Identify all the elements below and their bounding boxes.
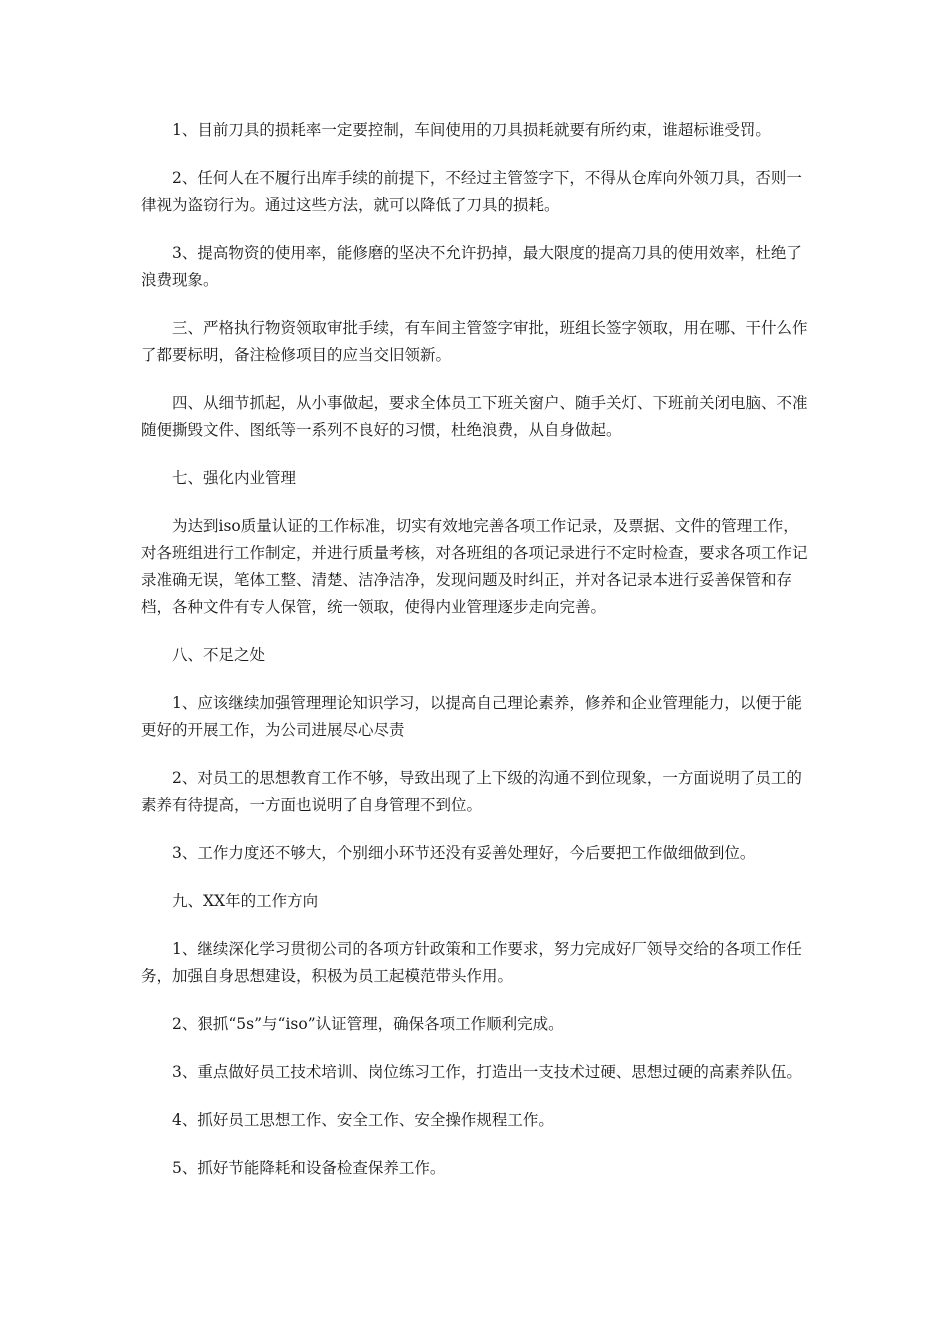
section-heading-shortcomings: 八、不足之处 <box>172 646 266 664</box>
document-body <box>141 117 813 1203</box>
paragraph-direction-2: 2、狠抓“5s”与“iso”认证管理，确保各项工作顺利完成。 <box>172 1015 564 1033</box>
section-heading-work-direction: 九、XX年的工作方向 <box>172 892 319 910</box>
paragraph-approval-procedure: 三、严格执行物资领取审批手续，有车间主管签字审批，班组长签字领取，用在哪、干什么作了都要标明，备注检修项目的应当交旧领新。 <box>141 319 808 364</box>
paragraph-direction-3: 3、重点做好员工技术培训、岗位练习工作，打造出一支技术过硬、思想过硬的高素养队伍。 <box>172 1063 802 1081</box>
paragraph-direction-1: 1、继续深化学习贯彻公司的各项方针政策和工作要求，努力完成好厂领导交给的各项工作任务，加强自身思想建设，积极为员工起模范带头作用。 <box>141 940 802 985</box>
paragraph-iso-records: 为达到iso质量认证的工作标准，切实有效地完善各项工作记录，及票据、文件的管理工作，对各班组进行工作制定，并进行质量考核，对各班组的各项记录进行不定时检查，要求各项工作记录准确无误，笔体工整、清楚、洁净洁净，发现问题及时纠正，并对各记录本进行妥善保管和存档，各种文件有专人保管，统一领取，使得内业管理逐步走向完善。 <box>141 517 808 616</box>
paragraph-shortcoming-3: 3、工作力度还不够大，个别细小环节还没有妥善处理好，今后要把工作做细做到位。 <box>172 844 756 862</box>
paragraph-material-usage: 3、提高物资的使用率，能修磨的坚决不允许扔掉，最大限度的提高刀具的使用效率，杜绝了浪费现象。 <box>141 244 802 289</box>
paragraph-shortcoming-1: 1、应该继续加强管理理论知识学习，以提高自己理论素养，修养和企业管理能力，以便于能更好的开展工作，为公司进展尽心尽责 <box>141 694 802 739</box>
paragraph-direction-5: 5、抓好节能降耗和设备检查保养工作。 <box>172 1159 446 1177</box>
paragraph-details: 四、从细节抓起，从小事做起，要求全体员工下班关窗户、随手关灯、下班前关闭电脑、不准随便撕毁文件、图纸等一系列不良好的习惯，杜绝浪费，从自身做起。 <box>141 394 808 439</box>
section-heading-internal-management: 七、强化内业管理 <box>172 469 297 487</box>
paragraph-tool-loss-control: 1、目前刀具的损耗率一定要控制，车间使用的刀具损耗就要有所约束，谁超标谁受罚。 <box>172 121 771 139</box>
paragraph-direction-4: 4、抓好员工思想工作、安全工作、安全操作规程工作。 <box>172 1111 554 1129</box>
paragraph-warehouse-procedure: 2、任何人在不履行出库手续的前提下，不经过主管签字下，不得从仓库向外领刀具，否则一律视为盗窃行为。通过这些方法，就可以降低了刀具的损耗。 <box>141 169 802 214</box>
paragraph-shortcoming-2: 2、对员工的思想教育工作不够，导致出现了上下级的沟通不到位现象，一方面说明了员工的素养有待提高，一方面也说明了自身管理不到位。 <box>141 769 802 814</box>
